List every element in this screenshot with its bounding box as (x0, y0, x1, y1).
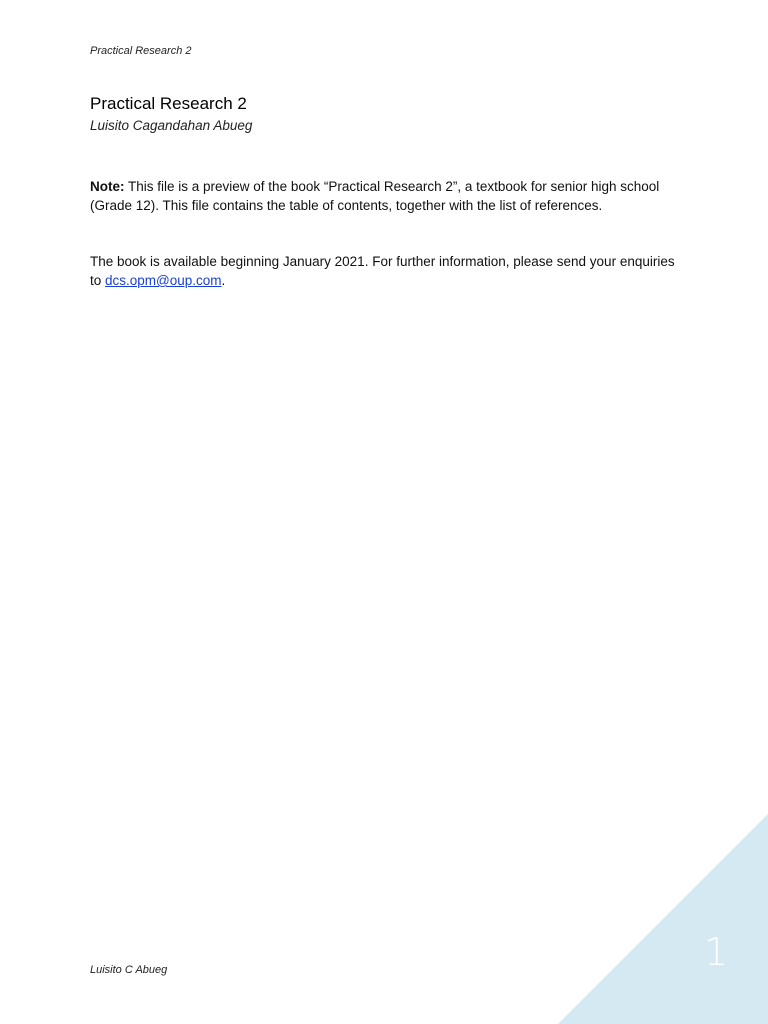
page-number: 1 (704, 930, 729, 974)
availability-paragraph (90, 252, 682, 290)
note-label: Note: (90, 179, 125, 194)
note-text: This file is a preview of the book “Practical Research 2”, a textbook for senior high school (Grade 12). This file contains the table of contents, together with the list of references. (90, 179, 660, 213)
corner-decoration (558, 814, 768, 1024)
running-header: Practical Research 2 (90, 45, 192, 57)
document-title: Practical Research 2 (90, 94, 247, 113)
availability-text: The book is available beginning January 2021. For further information, please send your enquiries to (90, 254, 675, 288)
contact-email-link[interactable]: dcs.opm@oup.com (105, 273, 222, 288)
running-footer: Luisito C Abueg (90, 964, 168, 976)
note-paragraph (90, 177, 682, 215)
corner-triangle-shape (558, 814, 768, 1024)
availability-end: . (221, 273, 226, 288)
document-author: Luisito Cagandahan Abueg (90, 118, 253, 133)
